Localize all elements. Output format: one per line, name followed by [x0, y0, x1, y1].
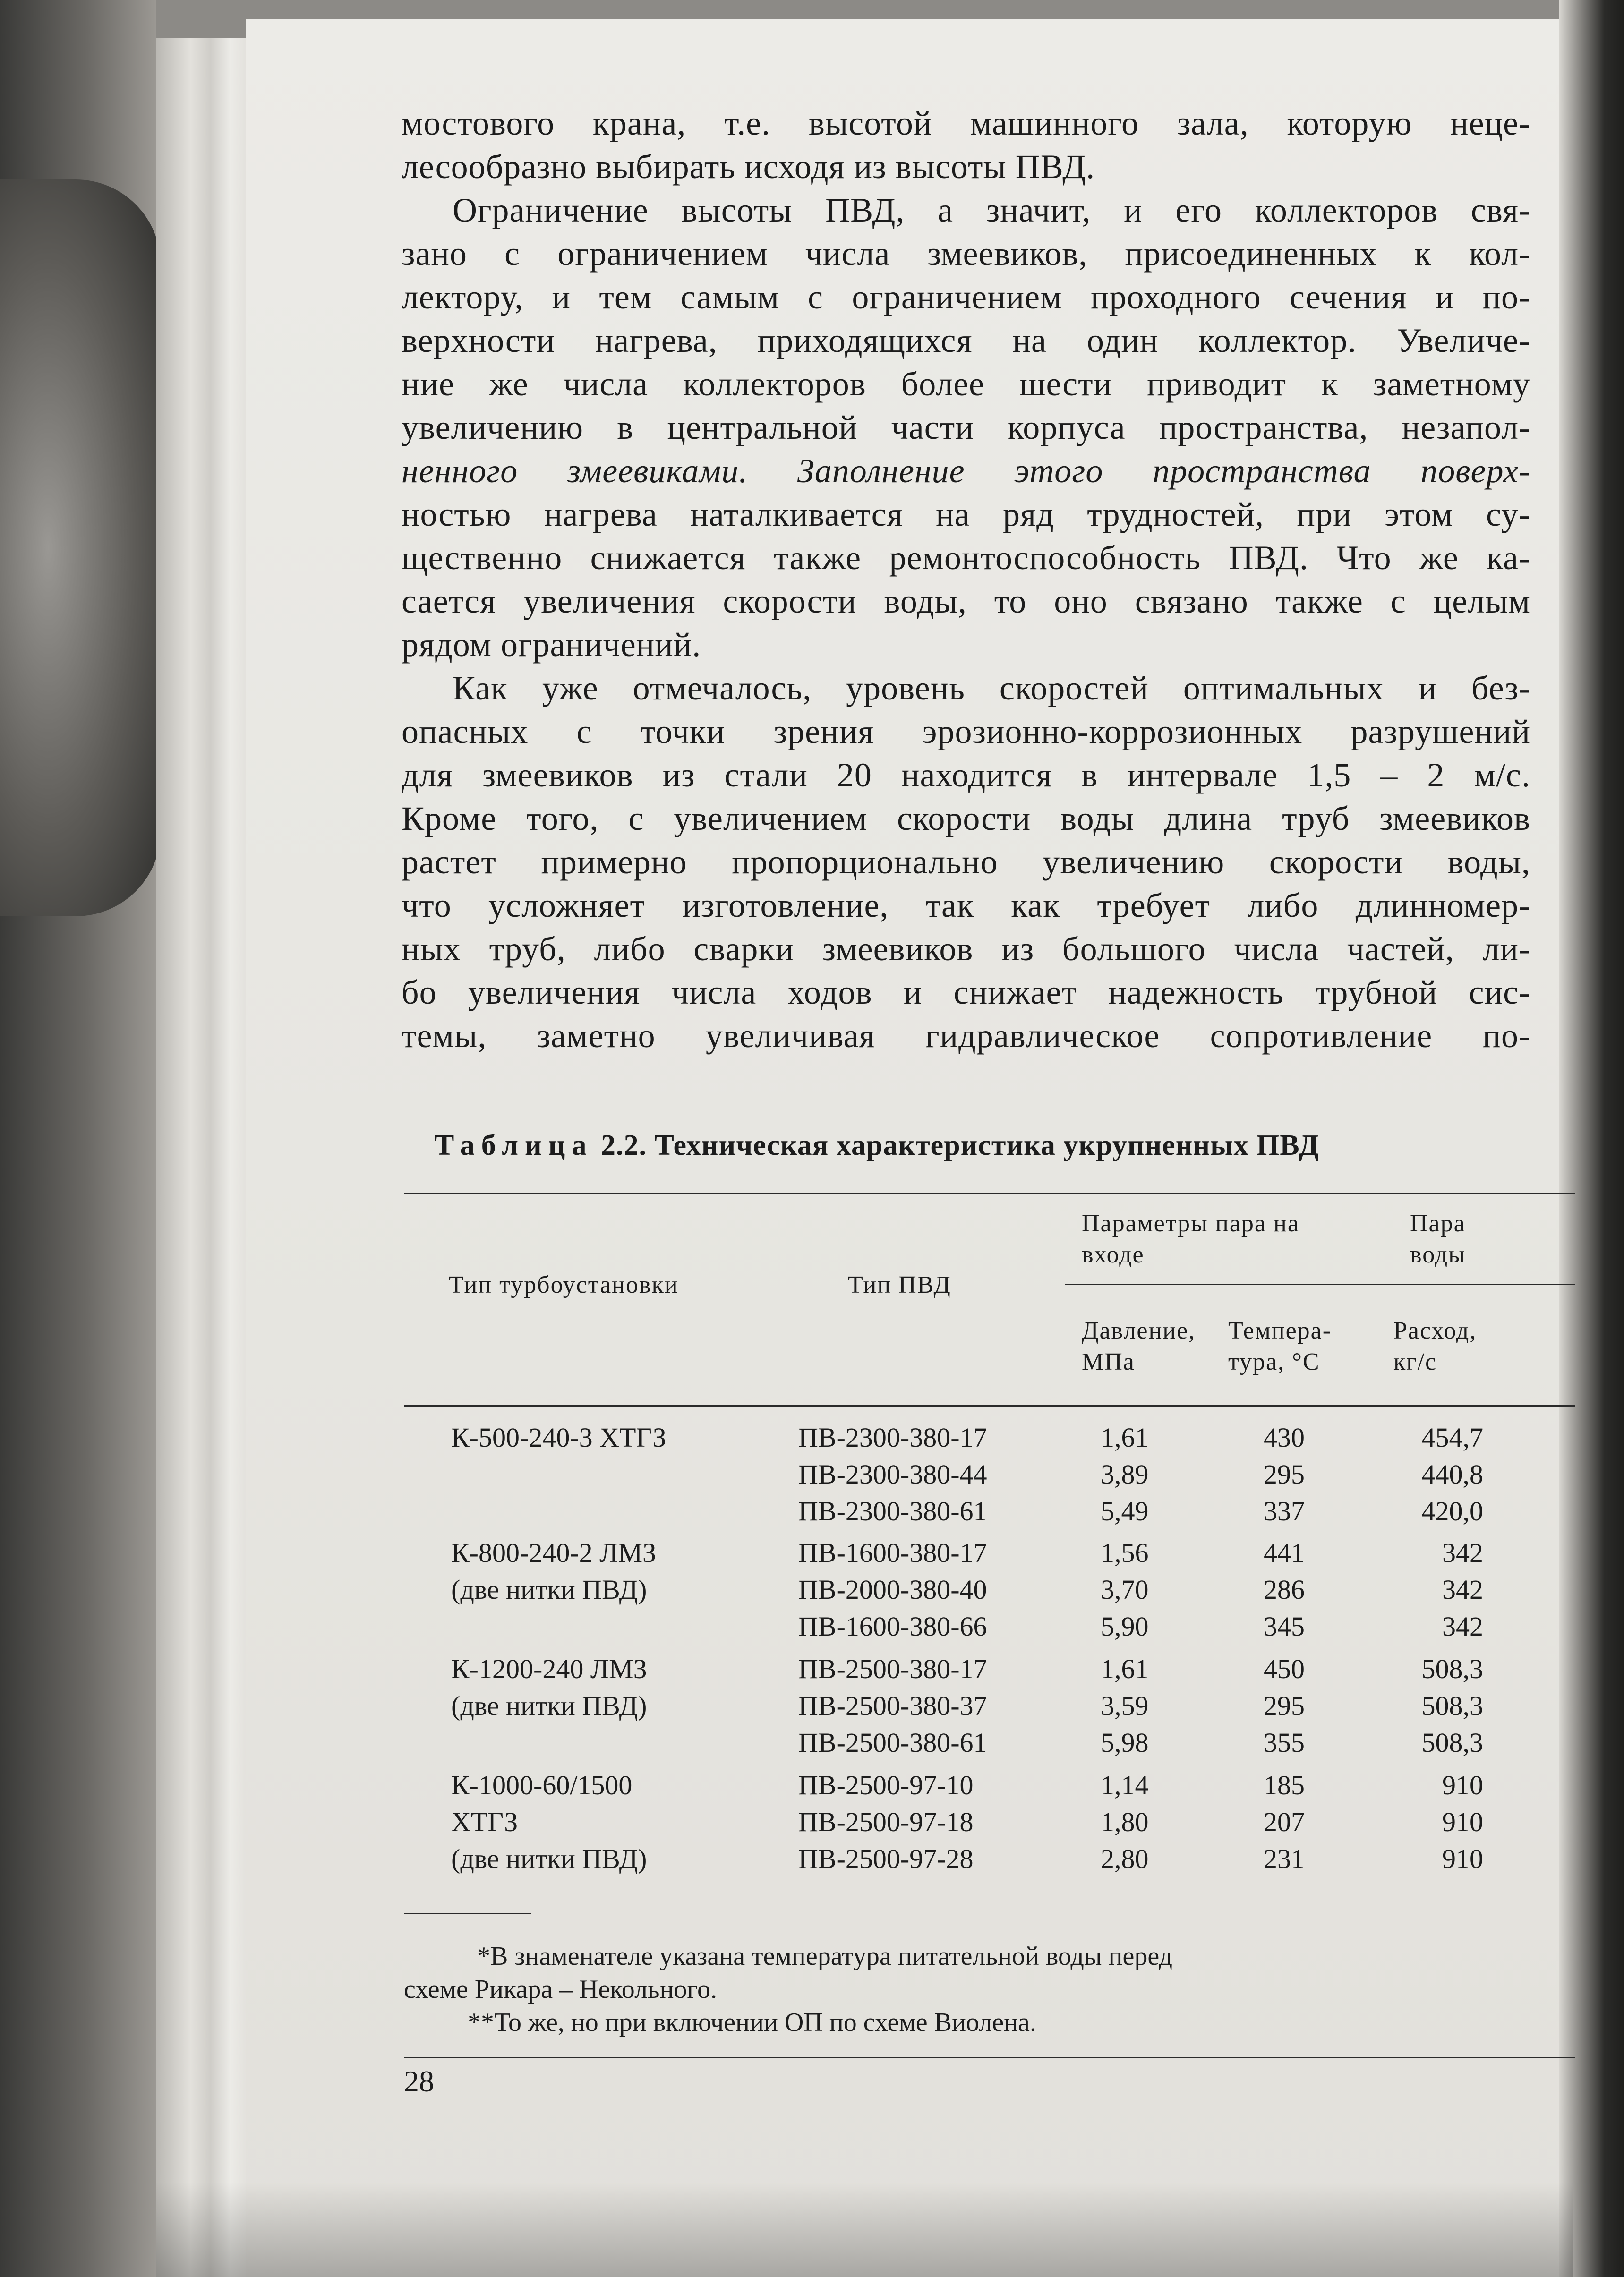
- header-pressure: Давление, МПа: [1082, 1317, 1196, 1375]
- text-line: ных труб, либо сварки змеевиков из большого числа частей, ли-: [402, 930, 1530, 968]
- text-line: ние же числа коллекторов более шести приводит к заметному: [402, 365, 1530, 403]
- text-line: ностью нагрева наталкивается на ряд трудностей, при этом су-: [402, 495, 1530, 533]
- table-cell-pvd: ПВ-2500-380-37: [798, 1690, 987, 1721]
- text-line: лектору, и тем самым с ограничением проходного сечения и по-: [402, 278, 1530, 316]
- table-cell-flow: 420,0: [1421, 1496, 1483, 1527]
- table-caption-text: 2.2. Техническая характеристика укрупненных ПВД: [601, 1129, 1319, 1161]
- table-cell-pressure: 5,90: [1101, 1611, 1149, 1642]
- text-line: лесообразно выбирать исходя из высоты ПВД.: [402, 148, 1095, 186]
- table-cell-turbine: (две нитки ПВД): [451, 1690, 647, 1721]
- text-line: темы, заметно увеличивая гидравлическое сопротивление по-: [402, 1017, 1530, 1055]
- table-cell-turbine: ХТГЗ: [451, 1807, 518, 1837]
- table-cell-pressure: 3,89: [1101, 1459, 1149, 1490]
- table-cell-temp: 450: [1264, 1654, 1305, 1684]
- table-cell-flow: 454,7: [1421, 1422, 1483, 1453]
- table-cell-turbine: К-1000-60/1500: [451, 1770, 633, 1800]
- table-cell-flow: 910: [1442, 1843, 1483, 1874]
- table-cell-pvd: ПВ-2500-380-17: [798, 1654, 987, 1684]
- table-cell-pvd: ПВ-2300-380-61: [798, 1496, 987, 1527]
- table-cell-pressure: 1,56: [1101, 1537, 1149, 1568]
- footnote-1: *В знаменателе указана температура питательной воды перед: [477, 1942, 1172, 1971]
- paragraph-2: [402, 188, 1530, 666]
- footnote-1-continued: схеме Рикара – Некольного.: [404, 1975, 718, 2004]
- table-cell-pressure: 5,98: [1101, 1727, 1149, 1758]
- text-line: Как уже отмечалось, уровень скоростей оптимальных и без-: [453, 669, 1530, 707]
- text-line: для змеевиков из стали 20 находится в интервале 1,5 – 2 м/с.: [402, 756, 1530, 794]
- header-flow: Расход, кг/с: [1393, 1317, 1477, 1375]
- table-cell-turbine: К-800-240-2 ЛМЗ: [451, 1537, 657, 1568]
- table-cell-pvd: ПВ-1600-380-17: [798, 1537, 987, 1568]
- table-cell-turbine: (две нитки ПВД): [451, 1843, 647, 1874]
- table-cell-pvd: ПВ-2500-97-28: [798, 1843, 974, 1874]
- table-cell-temp: 207: [1264, 1807, 1305, 1837]
- header-pvd-type: Тип ПВД: [848, 1271, 951, 1298]
- table-cell-temp: 430: [1264, 1422, 1305, 1453]
- table-cell-pressure: 1,61: [1101, 1654, 1149, 1684]
- table-top-rule: [404, 1193, 1575, 1194]
- table-cell-temp: 231: [1264, 1843, 1305, 1874]
- table-cell-flow: 508,3: [1421, 1727, 1483, 1758]
- table-cell-flow: 342: [1442, 1537, 1483, 1568]
- table-header-bottom-rule: [404, 1405, 1575, 1407]
- table-cell-flow: 342: [1442, 1611, 1483, 1642]
- text-line: мостового крана, т.е. высотой машинного зала, которую неце-: [402, 104, 1530, 142]
- table-cell-pvd: ПВ-2300-380-17: [798, 1422, 987, 1453]
- text-line: что усложняет изготовление, так как требует либо длинномер-: [402, 887, 1530, 924]
- header-steam-params: Параметры пара на входе: [1082, 1210, 1299, 1268]
- text-line: Ограничение высоты ПВД, а значит, и его коллекторов свя-: [453, 191, 1530, 229]
- table-cell-temp: 345: [1264, 1611, 1305, 1642]
- table-cell-pvd: ПВ-2500-380-61: [798, 1727, 987, 1758]
- table-cell-temp: 286: [1264, 1574, 1305, 1605]
- table-cell-temp: 355: [1264, 1727, 1305, 1758]
- table-cell-pressure: 2,80: [1101, 1843, 1149, 1874]
- footer-rule: [404, 2057, 1575, 2058]
- text-line: верхности нагрева, приходящихся на один коллектор. Увеличе-: [402, 322, 1530, 359]
- table-cell-pvd: ПВ-1600-380-66: [798, 1611, 987, 1642]
- bottom-shadow: [156, 2182, 1573, 2277]
- table-cell-flow: 342: [1442, 1574, 1483, 1605]
- table-cell-pvd: ПВ-2500-97-18: [798, 1807, 974, 1837]
- text-line: Кроме того, с увеличением скорости воды длина труб змеевиков: [402, 800, 1530, 837]
- paragraph-3: [402, 666, 1530, 1057]
- text-line: бо увеличения числа ходов и снижает надежность трубной сис-: [402, 973, 1530, 1011]
- table-cell-flow: 910: [1442, 1770, 1483, 1800]
- text-line: сается увеличения скорости воды, то оно связано также с целым: [402, 582, 1530, 620]
- table-cell-flow: 508,3: [1421, 1654, 1483, 1684]
- table-cell-flow: 910: [1442, 1807, 1483, 1837]
- table-cell-flow: 508,3: [1421, 1690, 1483, 1721]
- table-cell-pressure: 1,61: [1101, 1422, 1149, 1453]
- text-line: ненного змеевиками. Заполнение этого пространства поверх-: [402, 452, 1530, 490]
- header-temperature: Темпера- тура, °С: [1228, 1317, 1332, 1375]
- table-caption-label: Таблица: [435, 1129, 593, 1161]
- text-line: зано с ограничением числа змеевиков, присоединенных к кол-: [402, 235, 1530, 273]
- table-header-mid-rule: [1065, 1284, 1575, 1285]
- table-caption: [435, 1129, 1319, 1162]
- table-cell-temp: 295: [1264, 1690, 1305, 1721]
- table-cell-pressure: 5,49: [1101, 1496, 1149, 1527]
- table-cell-pressure: 1,80: [1101, 1807, 1149, 1837]
- header-water-params: Пара воды: [1410, 1210, 1466, 1268]
- table-cell-temp: 295: [1264, 1459, 1305, 1490]
- page-edges: [156, 38, 255, 2277]
- paragraph-1: [402, 102, 1530, 188]
- page-number: 28: [404, 2064, 434, 2098]
- text-line: щественно снижается также ремонтоспособность ПВД. Что же ка-: [402, 539, 1530, 577]
- table-cell-turbine: К-1200-240 ЛМЗ: [451, 1654, 647, 1684]
- table-cell-turbine: К-500-240-3 ХТГЗ: [451, 1422, 667, 1453]
- table-cell-temp: 185: [1264, 1770, 1305, 1800]
- table-cell-pvd: ПВ-2000-380-40: [798, 1574, 987, 1605]
- thumb-shadow: [0, 179, 161, 916]
- text-line: растет примерно пропорционально увеличению скорости воды,: [402, 843, 1530, 881]
- text-line: увеличению в центральной части корпуса пространства, незапол-: [402, 409, 1530, 446]
- table-cell-pressure: 1,14: [1101, 1770, 1149, 1800]
- table-cell-pressure: 3,59: [1101, 1690, 1149, 1721]
- book-binding: [1559, 0, 1624, 2277]
- footnote-2: **То же, но при включении ОП по схеме Виолена.: [468, 2008, 1036, 2037]
- body-text: [402, 102, 1530, 1057]
- table-cell-pressure: 3,70: [1101, 1574, 1149, 1605]
- text-line: опасных с точки зрения эрозионно-коррозионных разрушений: [402, 713, 1530, 750]
- table-cell-pvd: ПВ-2300-380-44: [798, 1459, 987, 1490]
- text-line: рядом ограничений.: [402, 626, 701, 664]
- table-cell-turbine: (две нитки ПВД): [451, 1574, 647, 1605]
- table-cell-pvd: ПВ-2500-97-10: [798, 1770, 974, 1800]
- header-turbine-type: Тип турбоустановки: [449, 1271, 679, 1298]
- table-cell-flow: 440,8: [1421, 1459, 1483, 1490]
- footnote-separator: [404, 1913, 531, 1914]
- table-cell-temp: 441: [1264, 1537, 1305, 1568]
- table-cell-temp: 337: [1264, 1496, 1305, 1527]
